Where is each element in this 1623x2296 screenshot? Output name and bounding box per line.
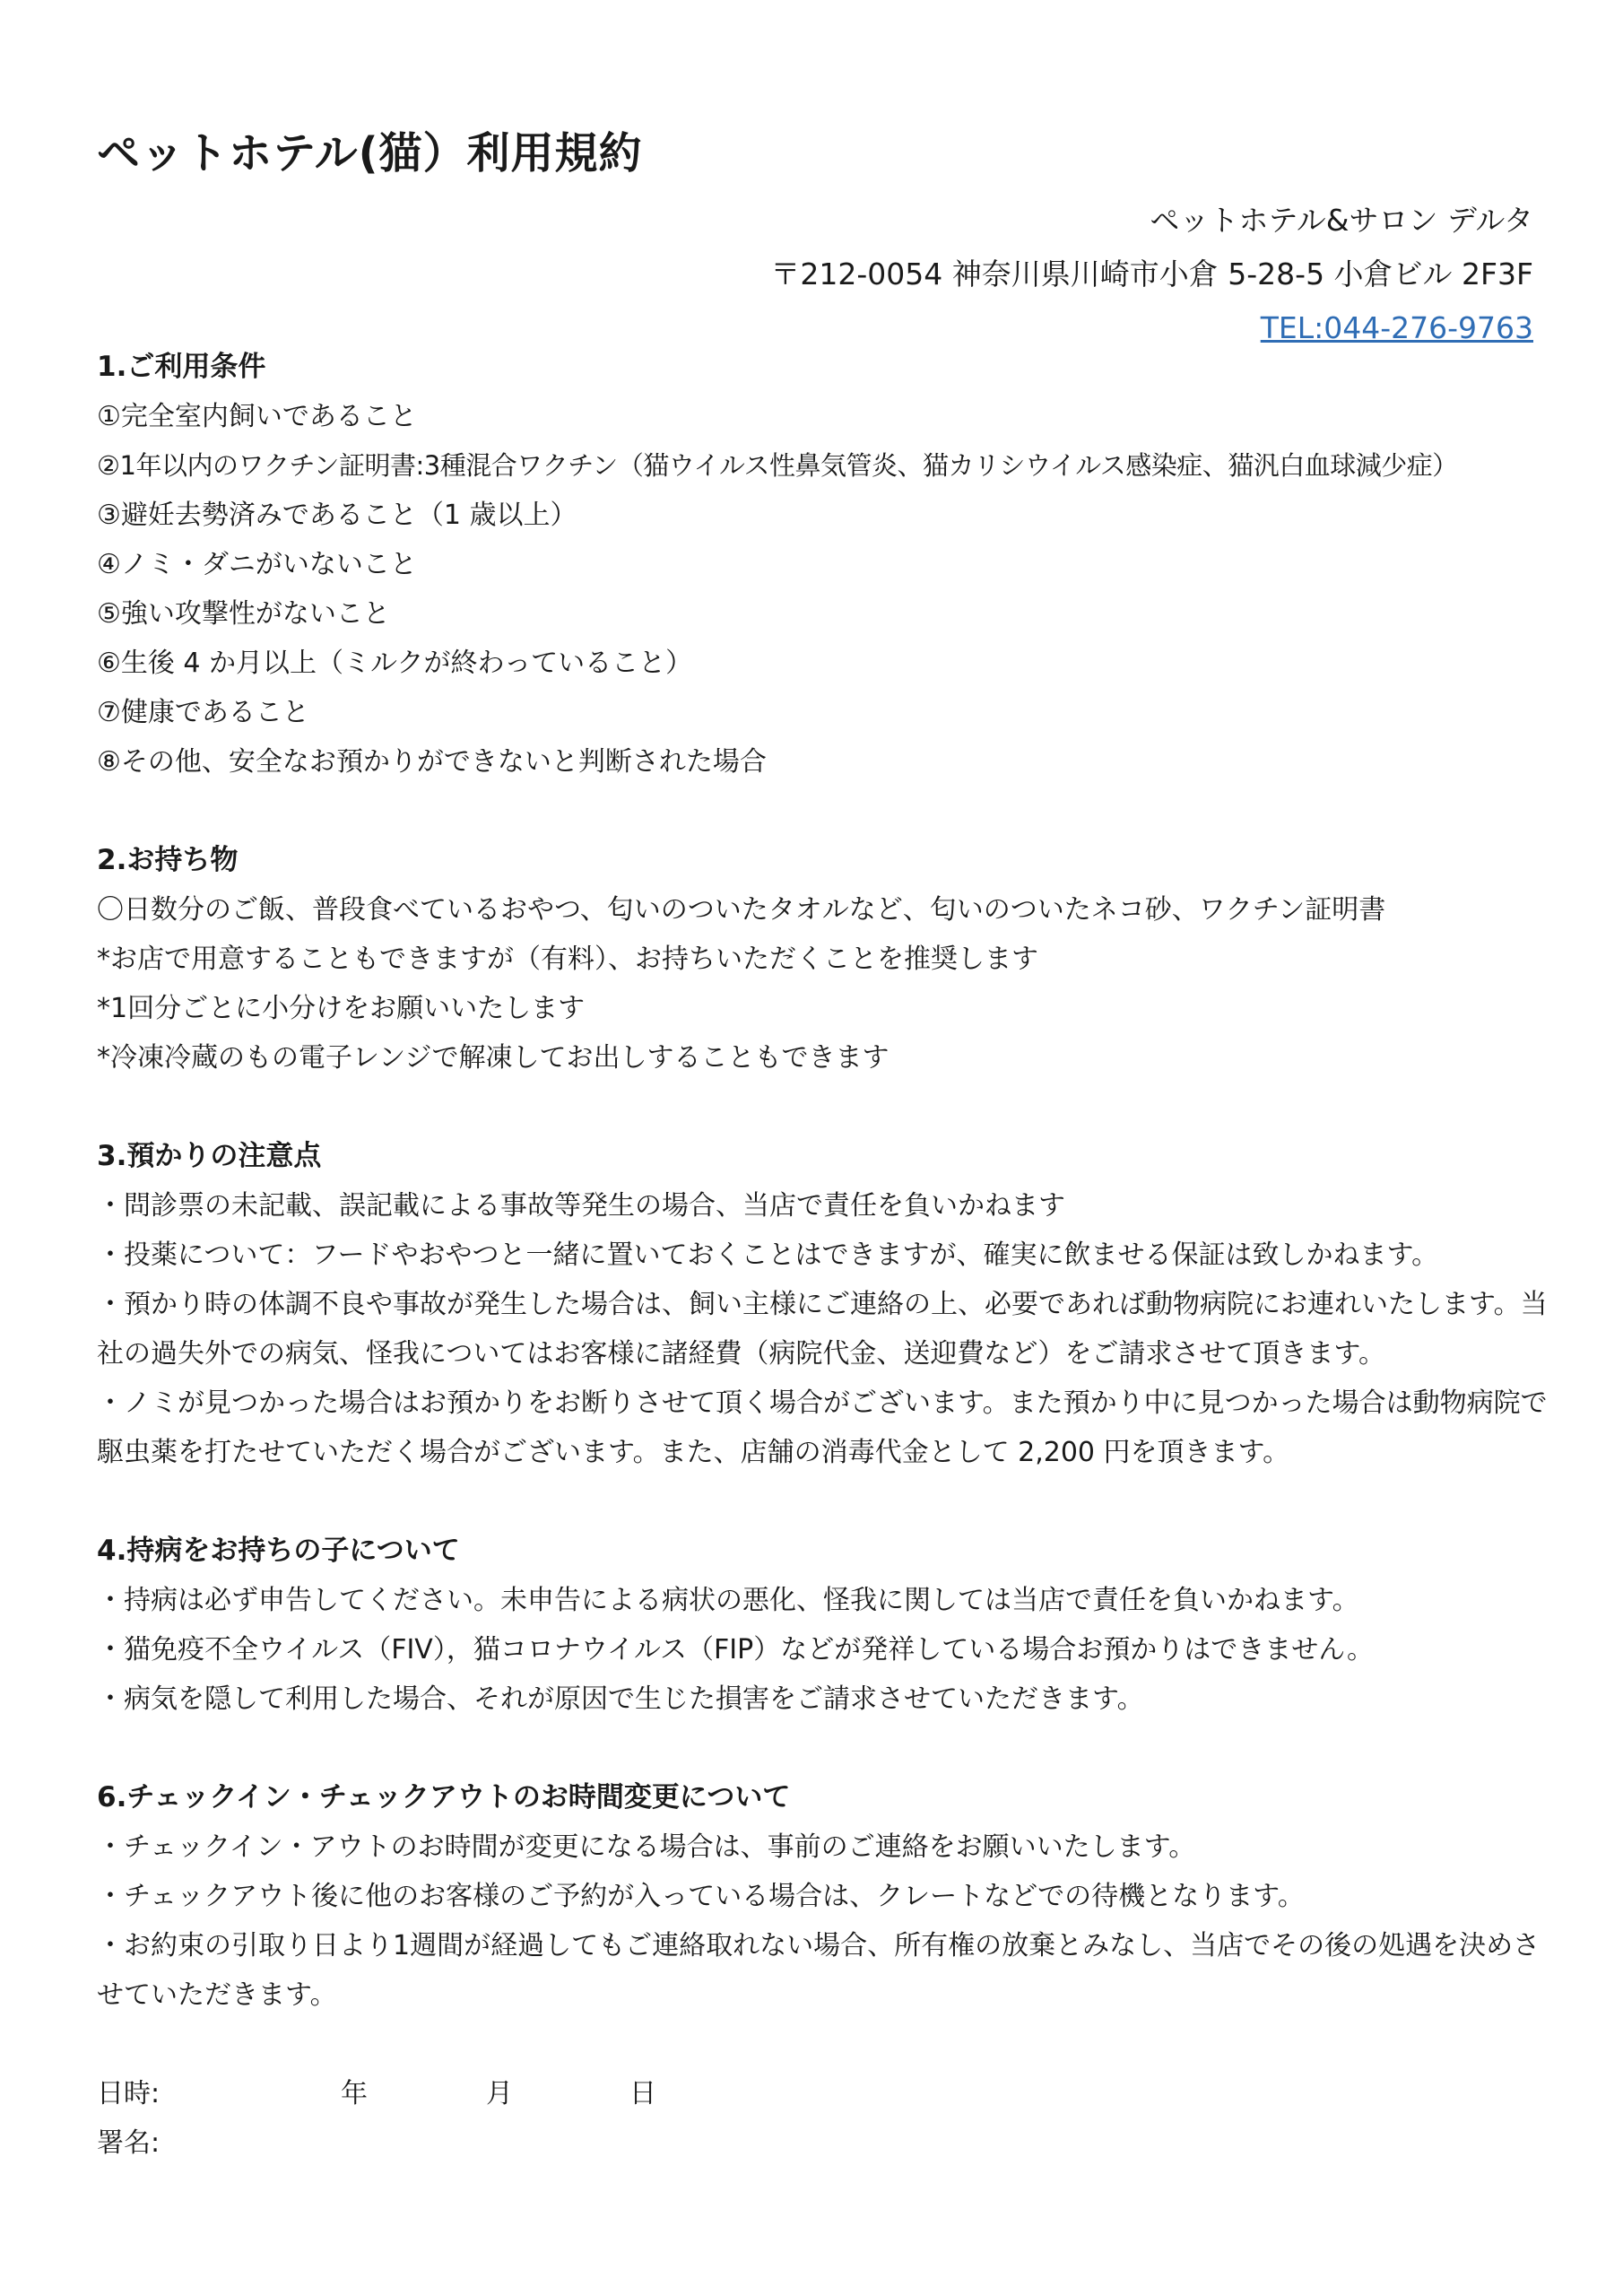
year-label: 年 bbox=[341, 2078, 368, 2109]
list-item: *冷凍冷蔵のもの電子レンジで解凍してお出しすることもできます bbox=[97, 1042, 890, 1074]
section-time-change bbox=[97, 1773, 1549, 2020]
list-item: ・問診票の未記載、誤記載による事故等発生の場合、当店で責任を負いかねます bbox=[97, 1190, 1065, 1222]
section-belongings bbox=[97, 836, 1549, 1083]
list-item: ・病気を隠して利用した場合、それが原因で生じた損害をご請求させていただきます。 bbox=[97, 1683, 1144, 1715]
section-heading: 4.持病をお持ちの子について bbox=[97, 1535, 460, 1567]
month-label: 月 bbox=[486, 2078, 513, 2109]
tel-link[interactable]: TEL:044-276-9763 bbox=[1260, 310, 1533, 345]
list-item: ⑤強い攻撃性がないこと bbox=[97, 598, 390, 630]
list-item: ②1年以内のワクチン証明書:3種混合ワクチン（猫ウイルス性鼻気管炎、猫カリシウイルス感染症、猫汎白血球減少症） bbox=[97, 450, 1458, 481]
shop-name: ペットホテル&サロン デルタ bbox=[1150, 203, 1533, 238]
list-item: ⑦健康であること bbox=[97, 697, 309, 728]
list-item: *お店で用意することもできますが（有料）、お持ちいただくことを推奨します bbox=[97, 944, 1038, 975]
list-item: ・預かり時の体調不良や事故が発生した場合は、飼い主様にご連絡の上、必要であれば動物病院にお連れいたします。当社の過失外での病気、怪我についてはお客様に諸経費（病院代金、送迎費など）をご請求させて頂きます。 bbox=[97, 1289, 1548, 1370]
shop-address: 〒212-0054 神奈川県川崎市小倉 5-28-5 小倉ビル 2F3F bbox=[770, 257, 1533, 291]
list-item: *1回分ごとに小分けをお願いいたします bbox=[97, 993, 586, 1024]
list-item: ・猫免疫不全ウイルス（FIV），猫コロナウイルス（FIP）などが発祥している場合お預かりはできません。 bbox=[97, 1634, 1375, 1665]
list-item: ・チェックイン・アウトのお時間が変更になる場合は、事前のご連絡をお願いいたします。 bbox=[97, 1831, 1196, 1863]
section-heading: 2.お持ち物 bbox=[97, 844, 239, 876]
section-chronic-illness bbox=[97, 1526, 1549, 1724]
section-boarding-notes bbox=[97, 1132, 1549, 1477]
list-item: ・ノミが見つかった場合はお預かりをお断りさせて頂く場合がございます。また預かり中に見つかった場合は動物病院で駆虫薬を打たせていただく場合がございます。また、店舗の消毒代金として 2,200 円を頂きます。 bbox=[97, 1387, 1548, 1468]
day-label: 日 bbox=[629, 2078, 656, 2109]
date-label: 日時: bbox=[97, 2078, 161, 2109]
section-heading: 6.チェックイン・チェックアウトのお時間変更について bbox=[97, 1781, 791, 1813]
list-item: ⑥生後 4 か月以上（ミルクが終わっていること） bbox=[97, 648, 693, 679]
signature-label: 署名: bbox=[97, 2127, 161, 2159]
section-heading: 1.ご利用条件 bbox=[97, 351, 266, 383]
list-item: 〇日数分のご飯、普段食べているおやつ、匂いのついたタオルなど、匂いのついたネコ砂、ワクチン証明書 bbox=[97, 894, 1386, 926]
list-item: ③避妊去勢済みであること（1 歳以上） bbox=[97, 500, 577, 531]
list-item: ・お約束の引取り日より1週間が経過してもご連絡取れない場合、所有権の放棄とみなし、当店でその後の処遇を決めさせていただきます。 bbox=[97, 1930, 1541, 2011]
list-item: ⑧その他、安全なお預かりができないと判断された場合 bbox=[97, 746, 767, 778]
shop-info bbox=[770, 194, 1533, 355]
list-item: ①完全室内飼いであること bbox=[97, 401, 417, 432]
signature-block bbox=[97, 2069, 1549, 2168]
signature-row bbox=[97, 2118, 1549, 2168]
list-item: ④ノミ・ダニがいないこと bbox=[97, 549, 417, 580]
list-item: ・持病は必ず申告してください。未申告による病状の悪化、怪我に関しては当店で責任を負いかねます。 bbox=[97, 1585, 1359, 1616]
list-item: ・チェックアウト後に他のお客様のご予約が入っている場合は、クレートなどでの待機となります。 bbox=[97, 1881, 1305, 1912]
document-title: ペットホテル(猫）利用規約 bbox=[97, 128, 643, 178]
date-row bbox=[97, 2069, 1549, 2118]
section-usage-conditions bbox=[97, 343, 1549, 787]
document-body bbox=[97, 343, 1549, 2168]
list-item: ・投薬について：フードやおやつと一緒に置いておくことはできますが、確実に飲ませる保証は致しかねます。 bbox=[97, 1239, 1439, 1271]
section-heading: 3.預かりの注意点 bbox=[97, 1140, 322, 1172]
